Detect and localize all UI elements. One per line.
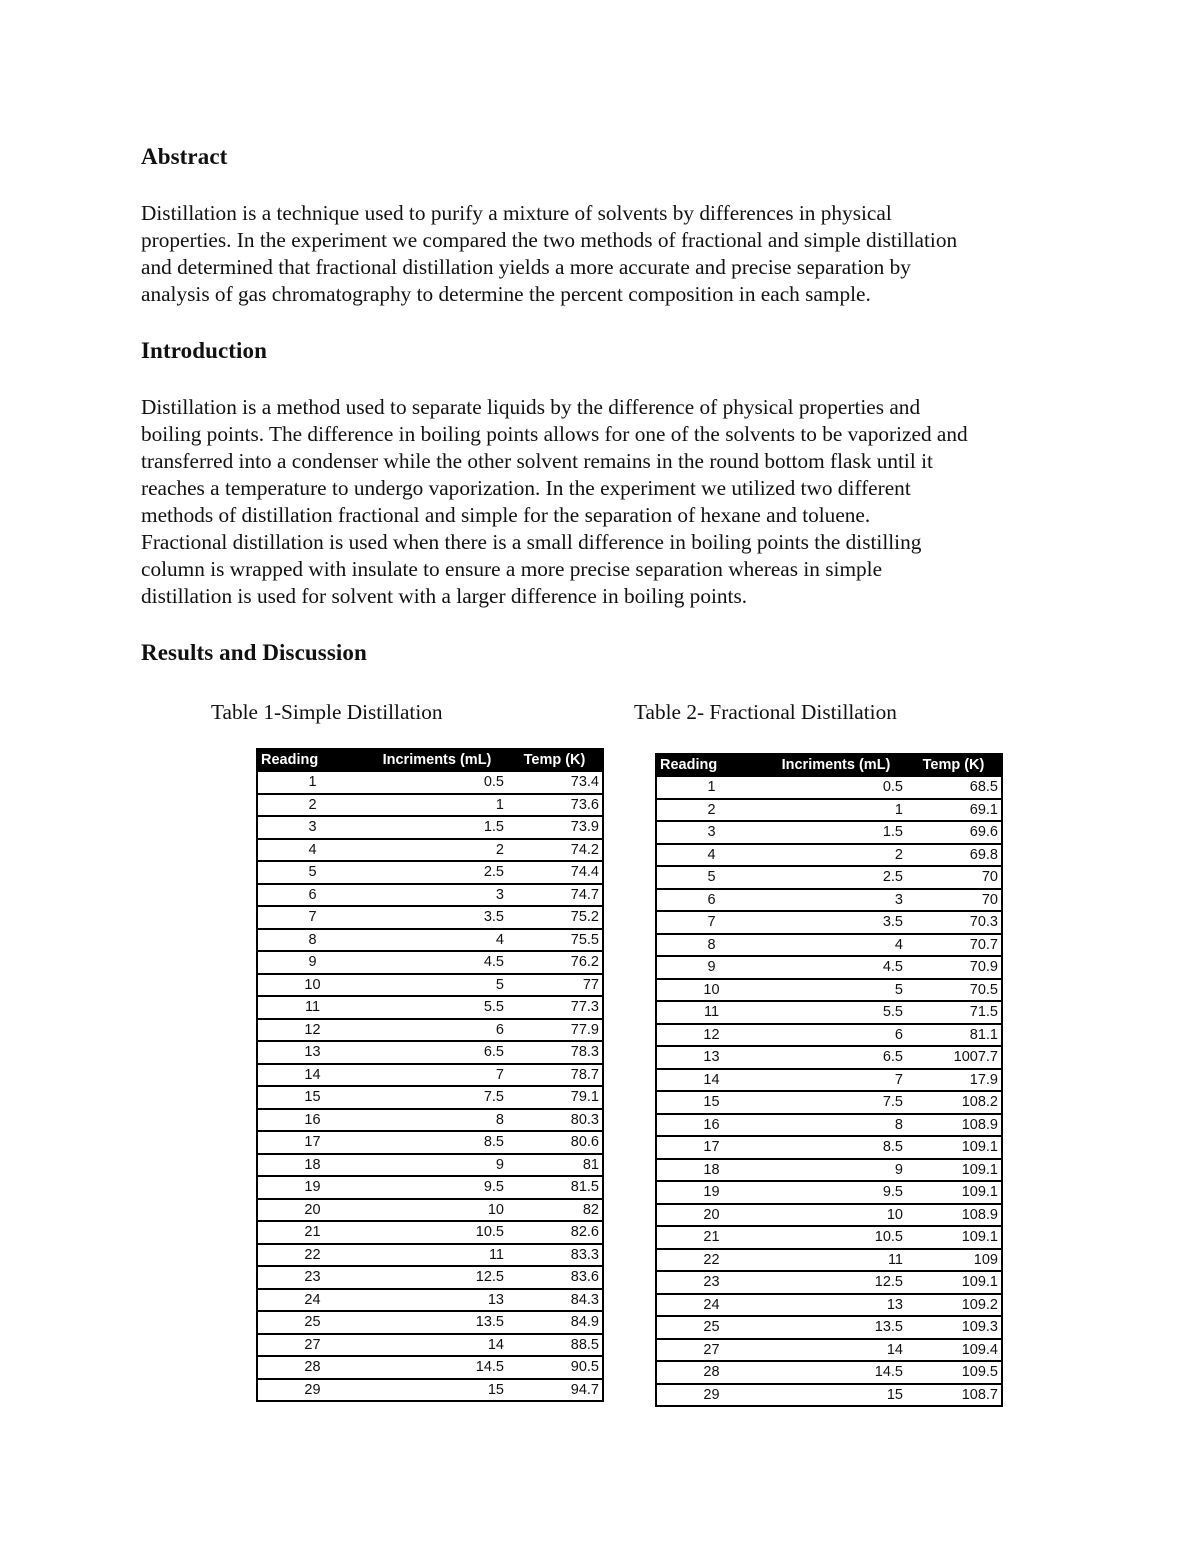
temp-cell: 108.9	[906, 1114, 1002, 1137]
temp-cell: 81	[507, 1154, 603, 1177]
table-row	[656, 911, 1002, 934]
increment-cell: 8	[367, 1109, 507, 1132]
temp-cell: 109.1	[906, 1226, 1002, 1249]
reading-cell: 11	[257, 996, 367, 1019]
column-header-increments: Incriments (mL)	[367, 749, 507, 771]
table-row	[257, 1131, 603, 1154]
temp-cell: 109.2	[906, 1294, 1002, 1317]
temp-cell: 90.5	[507, 1356, 603, 1379]
increment-cell: 6.5	[766, 1046, 906, 1069]
reading-cell: 4	[656, 844, 766, 867]
reading-cell: 10	[257, 974, 367, 997]
reading-cell: 6	[257, 884, 367, 907]
temp-cell: 109	[906, 1249, 1002, 1272]
temp-cell: 69.8	[906, 844, 1002, 867]
temp-cell: 81.1	[906, 1024, 1002, 1047]
table-row	[257, 1109, 603, 1132]
temp-cell: 77.9	[507, 1019, 603, 1042]
temp-cell: 71.5	[906, 1001, 1002, 1024]
reading-cell: 8	[257, 929, 367, 952]
temp-cell: 81.5	[507, 1176, 603, 1199]
simple-distillation-table	[256, 748, 604, 1402]
increment-cell: 4.5	[766, 956, 906, 979]
reading-cell: 19	[257, 1176, 367, 1199]
table-row	[257, 906, 603, 929]
temp-cell: 76.2	[507, 951, 603, 974]
table-row	[257, 1356, 603, 1379]
increment-cell: 3	[367, 884, 507, 907]
reading-cell: 9	[656, 956, 766, 979]
reading-cell: 12	[656, 1024, 766, 1047]
introduction-line: distillation is used for solvent with a larger difference in boiling points.	[141, 584, 748, 608]
reading-cell: 15	[257, 1086, 367, 1109]
reading-cell: 18	[656, 1159, 766, 1182]
table-row	[257, 951, 603, 974]
increment-cell: 7	[367, 1064, 507, 1087]
reading-cell: 13	[257, 1041, 367, 1064]
temp-cell: 109.3	[906, 1316, 1002, 1339]
increment-cell: 7	[766, 1069, 906, 1092]
introduction-line: Distillation is a method used to separate liquids by the difference of physical properties and	[141, 395, 921, 419]
table-row	[257, 816, 603, 839]
table-row	[656, 979, 1002, 1002]
table-row	[656, 1181, 1002, 1204]
reading-cell: 28	[656, 1361, 766, 1384]
temp-cell: 74.2	[507, 839, 603, 862]
increment-cell: 2	[766, 844, 906, 867]
table-row	[257, 1041, 603, 1064]
table-row	[656, 866, 1002, 889]
increment-cell: 6	[766, 1024, 906, 1047]
table-row	[257, 1244, 603, 1267]
table-row	[257, 1266, 603, 1289]
temp-cell: 109.5	[906, 1361, 1002, 1384]
temp-cell: 74.7	[507, 884, 603, 907]
table-row	[257, 929, 603, 952]
reading-cell: 5	[656, 866, 766, 889]
increment-cell: 10.5	[367, 1221, 507, 1244]
results-heading: Results and Discussion	[141, 640, 367, 665]
reading-cell: 2	[257, 794, 367, 817]
table-row	[656, 1001, 1002, 1024]
table-row	[257, 1086, 603, 1109]
introduction-line: methods of distillation fractional and simple for the separation of hexane and toluene.	[141, 503, 871, 527]
temp-cell: 82	[507, 1199, 603, 1222]
introduction-line: transferred into a condenser while the other solvent remains in the round bottom flask until it	[141, 449, 933, 473]
introduction-heading: Introduction	[141, 338, 268, 363]
increment-cell: 9	[766, 1159, 906, 1182]
temp-cell: 74.4	[507, 861, 603, 884]
table-row	[656, 1361, 1002, 1384]
introduction-line: Fractional distillation is used when there is a small difference in boiling points the distilling	[141, 530, 922, 554]
increment-cell: 12.5	[766, 1271, 906, 1294]
reading-cell: 18	[257, 1154, 367, 1177]
table-row	[257, 1311, 603, 1334]
increment-cell: 3.5	[766, 911, 906, 934]
temp-cell: 80.6	[507, 1131, 603, 1154]
table-row	[257, 1154, 603, 1177]
increment-cell: 14	[367, 1334, 507, 1357]
reading-cell: 25	[257, 1311, 367, 1334]
table-row	[656, 799, 1002, 822]
temp-cell: 70.9	[906, 956, 1002, 979]
table-row	[257, 794, 603, 817]
reading-cell: 13	[656, 1046, 766, 1069]
reading-cell: 19	[656, 1181, 766, 1204]
temp-cell: 88.5	[507, 1334, 603, 1357]
reading-cell: 21	[257, 1221, 367, 1244]
increment-cell: 13.5	[766, 1316, 906, 1339]
temp-cell: 70	[906, 866, 1002, 889]
introduction-line: reaches a temperature to undergo vaporization. In the experiment we utilized two different	[141, 476, 911, 500]
temp-cell: 17.9	[906, 1069, 1002, 1092]
table-row	[656, 1339, 1002, 1362]
temp-cell: 75.2	[507, 906, 603, 929]
table-row	[656, 1114, 1002, 1137]
reading-cell: 28	[257, 1356, 367, 1379]
increment-cell: 3.5	[367, 906, 507, 929]
table-row	[656, 934, 1002, 957]
reading-cell: 7	[257, 906, 367, 929]
increment-cell: 8	[766, 1114, 906, 1137]
increment-cell: 12.5	[367, 1266, 507, 1289]
increment-cell: 1	[367, 794, 507, 817]
increment-cell: 0.5	[367, 771, 507, 794]
temp-cell: 108.7	[906, 1384, 1002, 1407]
introduction-line: boiling points. The difference in boiling points allows for one of the solvents to be vaporized and	[141, 422, 968, 446]
column-header-reading: Reading	[257, 749, 367, 771]
reading-cell: 29	[656, 1384, 766, 1407]
increment-cell: 5.5	[367, 996, 507, 1019]
fractional-distillation-table	[655, 753, 1003, 1407]
reading-cell: 27	[656, 1339, 766, 1362]
temp-cell: 109.1	[906, 1159, 1002, 1182]
reading-cell: 4	[257, 839, 367, 862]
reading-cell: 24	[257, 1289, 367, 1312]
temp-cell: 108.9	[906, 1204, 1002, 1227]
table-row	[656, 1384, 1002, 1407]
table-row	[656, 844, 1002, 867]
introduction-line: column is wrapped with insulate to ensure a more precise separation whereas in simple	[141, 557, 883, 581]
increment-cell: 7.5	[766, 1091, 906, 1114]
reading-cell: 25	[656, 1316, 766, 1339]
table-row	[656, 1204, 1002, 1227]
table-row	[656, 1294, 1002, 1317]
reading-cell: 29	[257, 1379, 367, 1402]
increment-cell: 15	[766, 1384, 906, 1407]
increment-cell: 1.5	[367, 816, 507, 839]
reading-cell: 21	[656, 1226, 766, 1249]
increment-cell: 9.5	[766, 1181, 906, 1204]
table-row	[656, 1271, 1002, 1294]
abstract-line: analysis of gas chromatography to determine the percent composition in each sample.	[141, 282, 871, 306]
increment-cell: 4	[766, 934, 906, 957]
reading-cell: 23	[656, 1271, 766, 1294]
increment-cell: 1.5	[766, 821, 906, 844]
increment-cell: 11	[766, 1249, 906, 1272]
column-header-reading: Reading	[656, 754, 766, 776]
table-row	[257, 1176, 603, 1199]
table-row	[257, 1019, 603, 1042]
increment-cell: 13.5	[367, 1311, 507, 1334]
reading-cell: 20	[656, 1204, 766, 1227]
table-row	[257, 974, 603, 997]
temp-cell: 83.6	[507, 1266, 603, 1289]
table-row	[656, 1136, 1002, 1159]
abstract-line: and determined that fractional distillation yields a more accurate and precise separation by	[141, 255, 911, 279]
reading-cell: 6	[656, 889, 766, 912]
temp-cell: 70.7	[906, 934, 1002, 957]
temp-cell: 109.1	[906, 1181, 1002, 1204]
reading-cell: 22	[656, 1249, 766, 1272]
temp-cell: 70.5	[906, 979, 1002, 1002]
temp-cell: 82.6	[507, 1221, 603, 1244]
table-row	[257, 1334, 603, 1357]
temp-cell: 83.3	[507, 1244, 603, 1267]
temp-cell: 69.6	[906, 821, 1002, 844]
table-row	[257, 1379, 603, 1402]
table-row	[656, 1316, 1002, 1339]
table-row	[656, 821, 1002, 844]
increment-cell: 9	[367, 1154, 507, 1177]
reading-cell: 17	[656, 1136, 766, 1159]
table-header-row	[656, 754, 1002, 776]
temp-cell: 94.7	[507, 1379, 603, 1402]
reading-cell: 16	[257, 1109, 367, 1132]
reading-cell: 14	[257, 1064, 367, 1087]
increment-cell: 14.5	[766, 1361, 906, 1384]
temp-cell: 109.1	[906, 1271, 1002, 1294]
increment-cell: 15	[367, 1379, 507, 1402]
table-row	[257, 1289, 603, 1312]
reading-cell: 9	[257, 951, 367, 974]
increment-cell: 5	[766, 979, 906, 1002]
table-row	[257, 1064, 603, 1087]
reading-cell: 11	[656, 1001, 766, 1024]
reading-cell: 3	[656, 821, 766, 844]
increment-cell: 2	[367, 839, 507, 862]
reading-cell: 24	[656, 1294, 766, 1317]
increment-cell: 5.5	[766, 1001, 906, 1024]
temp-cell: 109.1	[906, 1136, 1002, 1159]
temp-cell: 75.5	[507, 929, 603, 952]
table-row	[656, 776, 1002, 799]
temp-cell: 69.1	[906, 799, 1002, 822]
increment-cell: 10.5	[766, 1226, 906, 1249]
column-header-temp: Temp (K)	[507, 749, 603, 771]
table-row	[656, 1046, 1002, 1069]
table-row	[656, 1091, 1002, 1114]
temp-cell: 70	[906, 889, 1002, 912]
table-row	[257, 839, 603, 862]
column-header-temp: Temp (K)	[906, 754, 1002, 776]
increment-cell: 14	[766, 1339, 906, 1362]
increment-cell: 6.5	[367, 1041, 507, 1064]
reading-cell: 5	[257, 861, 367, 884]
table-row	[656, 1226, 1002, 1249]
table-row	[257, 1221, 603, 1244]
increment-cell: 8.5	[367, 1131, 507, 1154]
table-row	[257, 996, 603, 1019]
temp-cell: 109.4	[906, 1339, 1002, 1362]
abstract-heading: Abstract	[141, 144, 228, 169]
reading-cell: 12	[257, 1019, 367, 1042]
reading-cell: 27	[257, 1334, 367, 1357]
reading-cell: 15	[656, 1091, 766, 1114]
column-header-increments: Incriments (mL)	[766, 754, 906, 776]
increment-cell: 4.5	[367, 951, 507, 974]
increment-cell: 10	[766, 1204, 906, 1227]
increment-cell: 13	[367, 1289, 507, 1312]
increment-cell: 2.5	[766, 866, 906, 889]
reading-cell: 16	[656, 1114, 766, 1137]
temp-cell: 73.4	[507, 771, 603, 794]
increment-cell: 4	[367, 929, 507, 952]
increment-cell: 6	[367, 1019, 507, 1042]
abstract-line: properties. In the experiment we compared the two methods of fractional and simple distillation	[141, 228, 958, 252]
table-row	[257, 884, 603, 907]
temp-cell: 77	[507, 974, 603, 997]
increment-cell: 11	[367, 1244, 507, 1267]
increment-cell: 9.5	[367, 1176, 507, 1199]
increment-cell: 1	[766, 799, 906, 822]
temp-cell: 73.9	[507, 816, 603, 839]
reading-cell: 14	[656, 1069, 766, 1092]
increment-cell: 7.5	[367, 1086, 507, 1109]
table-row	[656, 889, 1002, 912]
increment-cell: 2.5	[367, 861, 507, 884]
table2-caption: Table 2- Fractional Distillation	[634, 700, 897, 724]
increment-cell: 13	[766, 1294, 906, 1317]
increment-cell: 10	[367, 1199, 507, 1222]
reading-cell: 17	[257, 1131, 367, 1154]
increment-cell: 0.5	[766, 776, 906, 799]
temp-cell: 78.3	[507, 1041, 603, 1064]
reading-cell: 20	[257, 1199, 367, 1222]
table-row	[257, 1199, 603, 1222]
temp-cell: 79.1	[507, 1086, 603, 1109]
table-header-row	[257, 749, 603, 771]
reading-cell: 1	[656, 776, 766, 799]
table-row	[656, 1159, 1002, 1182]
table-row	[656, 1249, 1002, 1272]
temp-cell: 78.7	[507, 1064, 603, 1087]
table1-caption: Table 1-Simple Distillation	[211, 700, 443, 724]
reading-cell: 3	[257, 816, 367, 839]
temp-cell: 70.3	[906, 911, 1002, 934]
temp-cell: 84.9	[507, 1311, 603, 1334]
temp-cell: 84.3	[507, 1289, 603, 1312]
temp-cell: 80.3	[507, 1109, 603, 1132]
reading-cell: 8	[656, 934, 766, 957]
reading-cell: 2	[656, 799, 766, 822]
reading-cell: 7	[656, 911, 766, 934]
temp-cell: 73.6	[507, 794, 603, 817]
abstract-line: Distillation is a technique used to purify a mixture of solvents by differences in physical	[141, 201, 892, 225]
reading-cell: 1	[257, 771, 367, 794]
table-row	[656, 1069, 1002, 1092]
increment-cell: 8.5	[766, 1136, 906, 1159]
temp-cell: 108.2	[906, 1091, 1002, 1114]
increment-cell: 5	[367, 974, 507, 997]
increment-cell: 3	[766, 889, 906, 912]
increment-cell: 14.5	[367, 1356, 507, 1379]
temp-cell: 77.3	[507, 996, 603, 1019]
table-row	[257, 861, 603, 884]
table-row	[257, 771, 603, 794]
reading-cell: 22	[257, 1244, 367, 1267]
reading-cell: 23	[257, 1266, 367, 1289]
introduction-paragraph	[141, 394, 1071, 610]
reading-cell: 10	[656, 979, 766, 1002]
temp-cell: 1007.7	[906, 1046, 1002, 1069]
abstract-paragraph	[141, 200, 1071, 308]
table-row	[656, 956, 1002, 979]
table-row	[656, 1024, 1002, 1047]
temp-cell: 68.5	[906, 776, 1002, 799]
